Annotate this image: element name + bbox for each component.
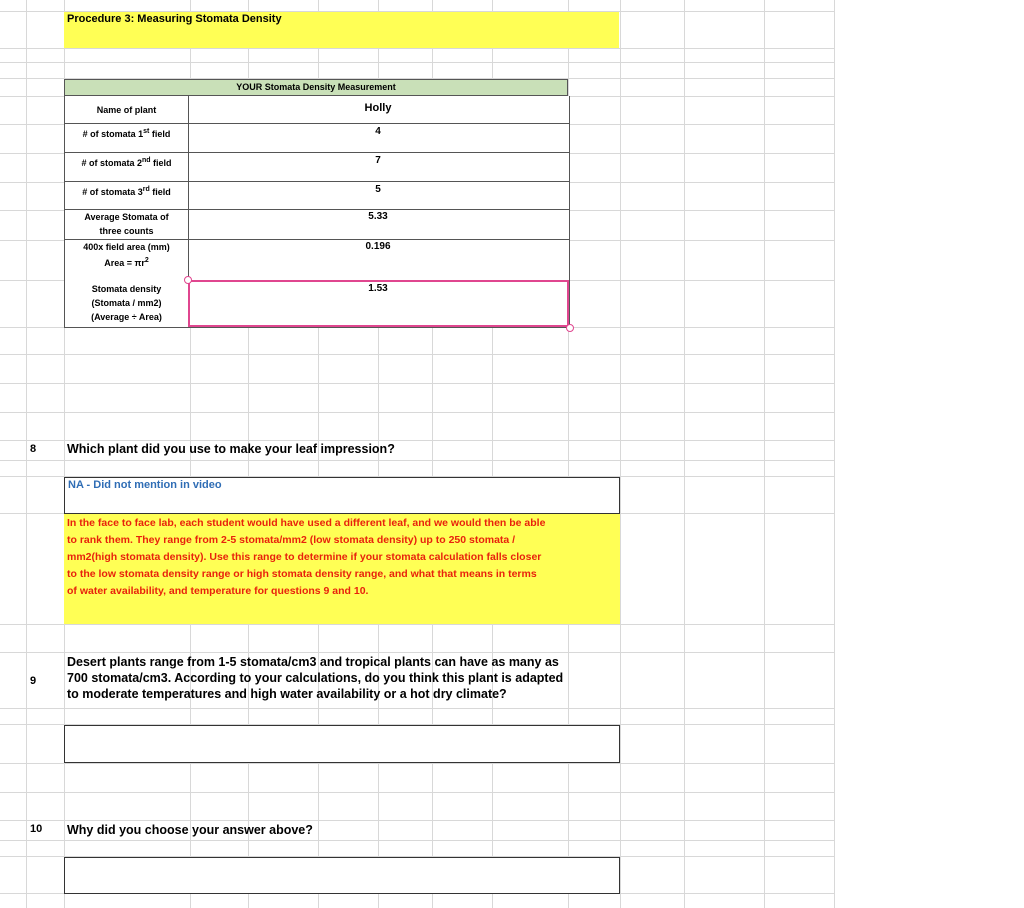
- table-row[interactable]: [65, 153, 569, 182]
- table-header: YOUR Stomata Density Measurement: [64, 79, 568, 96]
- note-line: to rank them. They range from 2-5 stomata/mm2 (low stomata density) up to 250 stomata /: [67, 534, 516, 546]
- row-label: Stomata density (Stomata / mm2) (Average ÷ Area): [91, 284, 162, 322]
- table-row[interactable]: [65, 124, 569, 153]
- row-value: Holly: [364, 102, 392, 114]
- selected-cell[interactable]: [188, 280, 569, 327]
- row-label: # of stomata 3rd field: [82, 186, 171, 197]
- note-line: In the face to face lab, each student would have used a different leaf, and we would then be able: [67, 517, 546, 529]
- answer-8-text: NA - Did not mention in video: [68, 479, 222, 491]
- answer-10-box[interactable]: [64, 857, 620, 894]
- procedure-title: Procedure 3: Measuring Stomata Density: [67, 13, 282, 25]
- question-9-line: 700 stomata/cm3. According to your calculations, do you think this plant is adapted: [67, 671, 564, 685]
- procedure-title-cell[interactable]: [64, 12, 619, 48]
- row-number-8: 8: [30, 443, 37, 455]
- question-9-line: Desert plants range from 1-5 stomata/cm3 and tropical plants can have as many as: [67, 655, 559, 669]
- selection-handle-bottom[interactable]: [566, 324, 574, 332]
- answer-9-box[interactable]: [64, 725, 620, 763]
- question-9: [67, 654, 563, 702]
- row-label: # of stomata 1st field: [82, 128, 171, 139]
- table-row[interactable]: [65, 210, 569, 240]
- row-value: 4: [375, 126, 381, 137]
- note-line: of water availability, and temperature for questions 9 and 10.: [67, 585, 369, 597]
- note-line: to the low stomata density range or high stomata density range, and what that means in terms: [67, 568, 537, 580]
- question-8: Which plant did you use to make your leaf impression?: [67, 442, 395, 456]
- row-label: Name of plant: [96, 105, 157, 115]
- row-number-9: 9: [30, 675, 37, 687]
- note-line: mm2(high stomata density). Use this range to determine if your stomata calculation falls closer: [67, 551, 542, 563]
- row-label: # of stomata 2nd field: [81, 157, 172, 168]
- row-value: 1.53: [368, 283, 388, 294]
- table-row[interactable]: [65, 96, 569, 124]
- table-row[interactable]: [65, 240, 569, 280]
- question-10: Why did you choose your answer above?: [67, 823, 313, 837]
- row-label: 400x field area (mm) Area = $\pi r^2$: [83, 242, 170, 268]
- instructions-note: [64, 514, 620, 624]
- row-number-10: 10: [30, 823, 43, 835]
- row-value: 5: [375, 184, 381, 195]
- answer-8-box[interactable]: [64, 477, 620, 514]
- selection-handle-top[interactable]: [184, 276, 192, 284]
- row-value: 7: [375, 155, 381, 166]
- question-9-line: to moderate temperatures and high water availability or a hot dry climate?: [67, 687, 507, 701]
- row-value: 5.33: [368, 211, 388, 222]
- table-row[interactable]: [65, 182, 569, 210]
- row-value: 0.196: [365, 241, 391, 252]
- row-label: Average Stomata of three counts: [84, 212, 169, 236]
